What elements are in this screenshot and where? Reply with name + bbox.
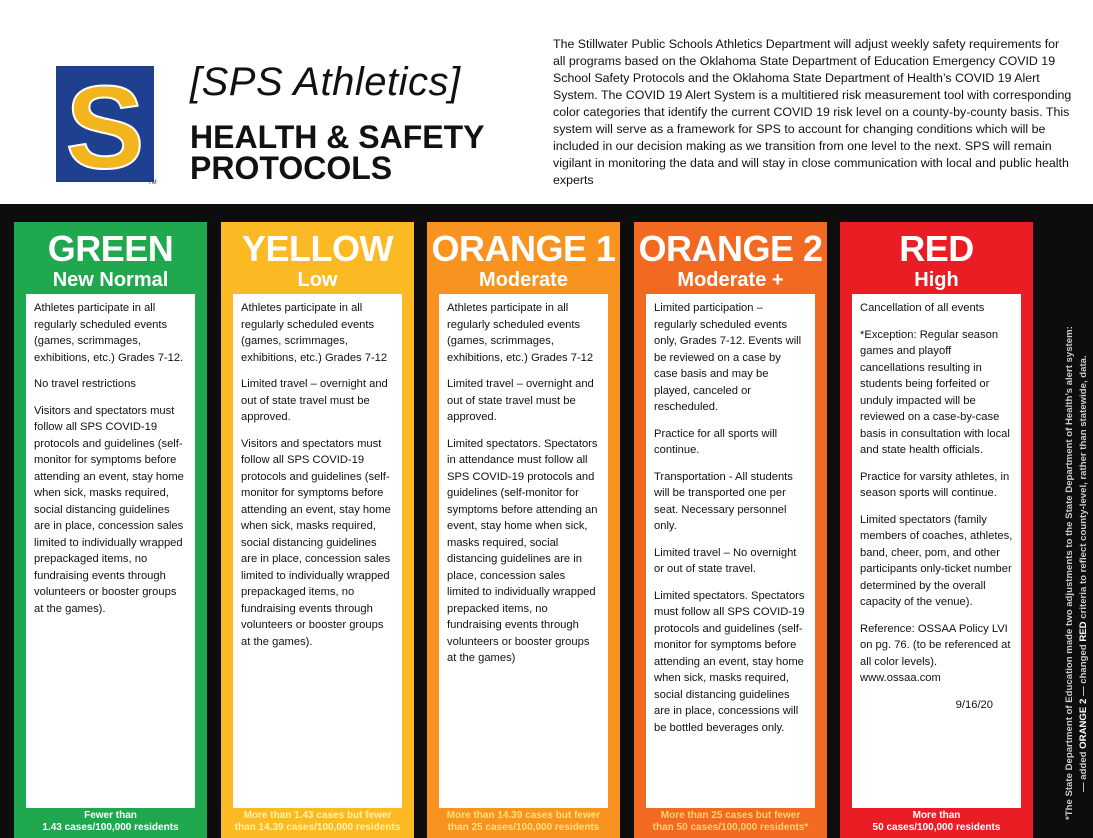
column-header bbox=[221, 222, 414, 292]
column-footer-line2: than 14.39 cases/100,000 residents bbox=[234, 822, 401, 833]
column-footer-line1: Fewer than bbox=[84, 810, 137, 821]
column-paragraph: Limited spectators. Spectators in attendance must follow all SPS COVID-19 protocols and guidelines (self-monitor for symptoms before attending an event, stay home when sick, masks required, social distancing guidelines are in place, concession sales limited to individually wrapped prepacked items, no fundraising events through volunteers or booster groups at the games) bbox=[447, 437, 598, 664]
column-title: YELLOW bbox=[242, 228, 393, 269]
column-paragraph: Limited travel – overnight and out of state travel must be approved. bbox=[241, 378, 388, 423]
column-header bbox=[427, 222, 620, 292]
side-note-red: RED bbox=[1078, 621, 1089, 642]
column-footer-line1: More than 1.43 cases but fewer bbox=[243, 810, 392, 821]
column-footer-line1: More than 25 cases but fewer bbox=[660, 810, 801, 821]
column-orange1 bbox=[427, 222, 620, 838]
side-note-line2-suffix: criteria to reflect county-level, rather than statewide, data. bbox=[1078, 355, 1089, 622]
brand-title: [SPS Athletics] bbox=[190, 60, 461, 104]
column-header bbox=[634, 222, 827, 292]
column-footer-line1: More than bbox=[912, 810, 961, 821]
column-paragraph: Limited participation – regularly scheduled events only, Grades 7-12. Events will be reviewed on a case by case basis and may be played, canceled or rescheduled. bbox=[654, 302, 802, 413]
column-body bbox=[233, 294, 402, 808]
column-header bbox=[840, 222, 1033, 292]
column-paragraph: Limited travel – overnight and out of state travel must be approved. bbox=[447, 378, 594, 423]
column-paragraph: Limited spectators. Spectators must follow all SPS COVID-19 protocols and guidelines (self-monitor for symptoms before attending an event, stay home when sick, masks required, social distancing guidelines are in place, concessions will be bottled beverages only. bbox=[654, 589, 805, 734]
column-paragraph: Visitors and spectators must follow all SPS COVID-19 protocols and guidelines (self-monitor for symptoms before attending an event, stay home when sick, masks required, social distancing guidelines are in place, concession sales limited to individually wrapped prepackaged items, no fundraising events through volunteers or booster groups at the games). bbox=[34, 404, 184, 615]
side-note-line2-prefix: — added bbox=[1078, 748, 1089, 792]
header bbox=[0, 0, 1093, 204]
column-footer-line2: than 25 cases/100,000 residents bbox=[447, 822, 600, 833]
brand-subtitle-line1: HEALTH & SAFETY bbox=[190, 119, 485, 155]
column-paragraph: Cancellation of all events bbox=[860, 302, 985, 314]
column-red bbox=[840, 222, 1033, 838]
intro-paragraph: The Stillwater Public Schools Athletics Department will adjust weekly safety requirements for all programs based on the Oklahoma State Department of Education Emergency COVID 19 School Safety Protocols and the Oklahoma State Department of Health’s COVID 19 Alert System. The COVID 19 Alert System is a multitiered risk measurement tool with corresponding color categories that identify the current COVID 19 risk level on a county-by-county basis. This system will serve as a framework for SPS to account for changing conditions which will be included in our decision making as we transition from one level to the next. SPS will remain vigilant in monitoring the data and will stay in close communication with local and public health experts bbox=[553, 37, 1072, 187]
column-green bbox=[14, 222, 207, 838]
column-yellow bbox=[221, 222, 414, 838]
logo-tm: TM bbox=[148, 180, 157, 186]
column-title: ORANGE 2 bbox=[638, 228, 823, 269]
column-paragraph: Limited spectators (family members of coaches, athletes, band, cheer, pom, and other participants only-ticket number determined by the overall capacity of the venue). bbox=[860, 513, 1013, 608]
column-subtitle: Moderate + bbox=[677, 269, 784, 291]
column-title: RED bbox=[899, 228, 974, 269]
column-paragraph: *Exception: Regular season games and playoff cancellations resulting in students being forfeited or unduly impacted will be reviewed on a case-by-case basis in consultation with local and state health officials. bbox=[860, 328, 1010, 456]
column-footer bbox=[427, 810, 620, 834]
column-paragraph: Limited travel – No overnight or out of state travel. bbox=[654, 546, 797, 575]
column-title: ORANGE 1 bbox=[431, 228, 616, 269]
side-note bbox=[1036, 228, 1092, 828]
column-paragraph: Athletes participate in all regularly scheduled events (games, scrimmages, exhibitions, etc.) Grades 7-12 bbox=[241, 302, 388, 364]
column-paragraph: Practice for all sports will continue. bbox=[654, 427, 778, 456]
column-paragraph: Athletes participate in all regularly scheduled events (games, scrimmages, exhibitions, etc.) Grades 7-12. bbox=[34, 302, 184, 364]
column-orange2 bbox=[634, 222, 827, 838]
column-title: GREEN bbox=[47, 228, 174, 269]
column-body bbox=[852, 294, 1021, 808]
column-paragraph: Athletes participate in all regularly scheduled events (games, scrimmages, exhibitions, etc.) Grades 7-12 bbox=[447, 302, 594, 364]
brand-subtitle bbox=[190, 119, 485, 186]
side-note-line2 bbox=[1078, 355, 1089, 792]
column-subtitle: Moderate bbox=[479, 269, 568, 291]
brand-subtitle-line2: PROTOCOLS bbox=[190, 150, 393, 186]
column-footer-line1: More than 14.39 cases but fewer bbox=[446, 810, 601, 821]
column-body bbox=[439, 294, 608, 808]
column-paragraph: No travel restrictions bbox=[34, 378, 136, 390]
column-paragraph: Practice for varsity athletes, in season sports will continue. bbox=[860, 470, 1010, 499]
column-date: 9/16/20 bbox=[955, 698, 993, 711]
column-paragraph: Transportation - All students will be transported one per seat. Necessary personnel only. bbox=[654, 470, 793, 532]
column-footer-line2: 1.43 cases/100,000 residents bbox=[42, 822, 179, 833]
column-subtitle: High bbox=[914, 269, 959, 291]
column-footer bbox=[840, 810, 1033, 834]
logo-letter: S bbox=[65, 62, 145, 186]
column-subtitle: Low bbox=[297, 269, 338, 291]
side-note-line1: *The State Department of Education made two adjustments to the State Department of Health’s alert system: bbox=[1064, 326, 1075, 820]
sps-logo bbox=[52, 62, 158, 186]
side-note-svg bbox=[1036, 228, 1092, 828]
column-footer-line2: 50 cases/100,000 residents bbox=[872, 822, 1001, 833]
column-footer bbox=[14, 810, 207, 834]
column-header bbox=[14, 222, 207, 292]
column-body bbox=[26, 294, 195, 808]
side-note-orange: ORANGE 2 bbox=[1078, 698, 1089, 749]
column-footer bbox=[221, 810, 414, 834]
column-footer-line2: than 50 cases/100,000 residents* bbox=[652, 822, 809, 833]
column-paragraph: Reference: OSSAA Policy LVI on pg. 76. (to be referenced at all color levels). www.ossaa.com bbox=[860, 622, 1011, 684]
side-note-line2-mid: — changed bbox=[1078, 641, 1089, 699]
column-body bbox=[646, 294, 815, 808]
column-paragraph: Visitors and spectators must follow all SPS COVID-19 protocols and guidelines (self-monitor for symptoms before attending an event, stay home when sick, masks required, social distancing guidelines are in place, concession sales limited to individually wrapped prepackaged items, no fundraising events through volunteers or booster groups at the games). bbox=[241, 437, 391, 648]
column-subtitle: New Normal bbox=[52, 269, 169, 291]
column-footer bbox=[634, 810, 827, 834]
